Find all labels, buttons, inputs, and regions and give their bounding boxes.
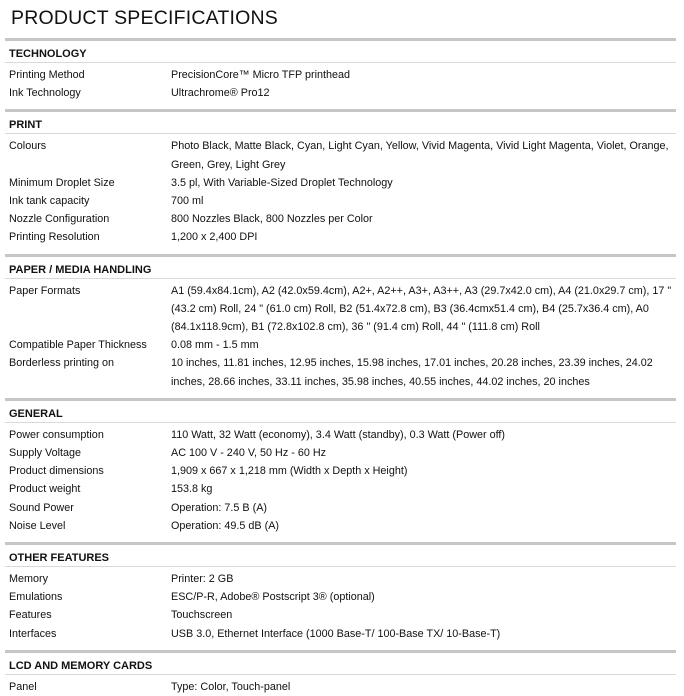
spec-value: 800 Nozzles Black, 800 Nozzles per Color (171, 213, 373, 226)
spec-row (5, 282, 676, 337)
spec-row (5, 570, 676, 588)
section-header: PRINT (9, 119, 42, 132)
spec-value: PrecisionCore™ Micro TFP printhead (171, 69, 351, 81)
spec-label: Compatible Paper Thickness (9, 339, 147, 352)
spec-label: Nozzle Configuration (9, 213, 110, 226)
section-header: PAPER / MEDIA HANDLING (9, 263, 152, 276)
spec-label: Printing Resolution (9, 231, 100, 244)
spec-value: 10 inches, 11.81 inches, 12.95 inches, 15.98 inches, 17.01 inches, 20.28 inches, 23.39 inches, 24.02 inches, 28.66 inches, 33.11 inches, 35.98 inches, 40.55 inches, 44.02 inches, 20 inches (171, 357, 653, 388)
spec-row (5, 625, 676, 643)
section-header: GENERAL (9, 407, 63, 420)
spec-label: Memory (9, 573, 48, 586)
spec-label: Product weight (9, 483, 81, 496)
section-header: LCD AND MEMORY CARDS (9, 659, 153, 672)
spec-label: Emulations (9, 591, 63, 604)
spec-label: Interfaces (9, 627, 57, 640)
section-header: OTHER FEATURES (9, 552, 110, 565)
spec-row (5, 228, 676, 246)
spec-label: Colours (9, 140, 47, 153)
spec-value: 3.5 pl, With Variable-Sized Droplet Technology (171, 176, 393, 189)
spec-value: Printer: 2 GB (171, 573, 234, 586)
spec-label: Supply Voltage (9, 447, 82, 460)
spec-label: Noise Level (9, 519, 66, 532)
spec-value: Touchscreen (171, 609, 233, 622)
spec-row (5, 517, 676, 535)
divider (5, 566, 676, 567)
spec-label: Features (9, 609, 52, 622)
spec-row (5, 426, 676, 444)
spec-row (5, 588, 676, 606)
spec-row (5, 174, 676, 192)
spec-value: Ultrachrome® Pro12 (171, 87, 270, 100)
divider (5, 422, 676, 423)
spec-value: 1,200 x 2,400 DPI (171, 231, 258, 244)
spec-row (5, 480, 676, 498)
spec-value: 110 Watt, 32 Watt (economy), 3.4 Watt (standby), 0.3 Watt (Power off) (171, 428, 506, 441)
divider (5, 674, 676, 675)
section-technology (5, 38, 676, 102)
spec-row (5, 66, 676, 84)
spec-value: Operation: 7.5 B (A) (171, 501, 268, 514)
spec-value: A1 (59.4x84.1cm), A2 (42.0x59.4cm), A2+, A2++, A3+, A3++, A3 (29.7x42.0 cm), A4 (21.0x29.7 cm), 17 " (43.2 cm) Roll, 24 " (61.0 cm) Roll, B2 (51.4x72.8 cm), B3 (36.4cmx51.4 cm), B4 (25.7x36.4 cm), A0 (84.1x118.9cm), B1 (72.8x102.8 cm), 36 " (91.4 cm) Roll, 44 " (111.8 cm) Roll (171, 284, 672, 334)
spec-value: Type: Color, Touch-panel (171, 680, 291, 693)
spec-row (5, 192, 676, 210)
spec-label: Power consumption (9, 428, 104, 441)
spec-value: ESC/P-R, Adobe® Postscript 3® (optional) (171, 591, 375, 604)
divider (5, 62, 676, 63)
spec-value: 1,909 x 667 x 1,218 mm (Width x Depth x Height) (171, 465, 408, 478)
spec-label: Borderless printing on (9, 357, 115, 370)
spec-label: Paper Formats (9, 284, 81, 297)
spec-row (5, 606, 676, 624)
divider (5, 278, 676, 279)
spec-row (5, 84, 676, 102)
spec-row (5, 336, 676, 354)
section-lcd-and-memory-cards (5, 650, 676, 696)
spec-label: Panel (9, 680, 37, 693)
spec-value: 0.08 mm - 1.5 mm (171, 339, 259, 352)
spec-row (5, 137, 676, 173)
section-other-features (5, 542, 676, 643)
spec-row (5, 678, 676, 696)
divider (5, 133, 676, 134)
section-general (5, 398, 676, 535)
spec-row (5, 210, 676, 228)
spec-value: Photo Black, Matte Black, Cyan, Light Cyan, Yellow, Vivid Magenta, Vivid Light Magenta, Violet, Orange, Green, Grey, Light Grey (171, 140, 669, 171)
spec-label: Sound Power (9, 501, 74, 514)
spec-label: Ink Technology (9, 87, 81, 100)
spec-row (5, 354, 676, 390)
spec-value: 700 ml (171, 195, 204, 208)
spec-row (5, 462, 676, 480)
spec-label: Product dimensions (9, 465, 104, 478)
section-paper-media-handling (5, 254, 676, 391)
spec-value: Operation: 49.5 dB (A) (171, 519, 280, 532)
spec-value: AC 100 V - 240 V, 50 Hz - 60 Hz (171, 447, 327, 460)
section-print (5, 109, 676, 246)
spec-table (5, 38, 676, 696)
spec-row (5, 499, 676, 517)
spec-label: Printing Method (9, 69, 85, 81)
spec-value: 153.8 kg (171, 483, 213, 496)
section-header: TECHNOLOGY (9, 48, 87, 60)
page-title: PRODUCT SPECIFICATIONS (11, 7, 278, 29)
spec-value: USB 3.0, Ethernet Interface (1000 Base-T/ 100-Base TX/ 10-Base-T) (171, 627, 501, 640)
spec-label: Minimum Droplet Size (9, 176, 115, 189)
spec-label: Ink tank capacity (9, 195, 90, 208)
spec-row (5, 444, 676, 462)
